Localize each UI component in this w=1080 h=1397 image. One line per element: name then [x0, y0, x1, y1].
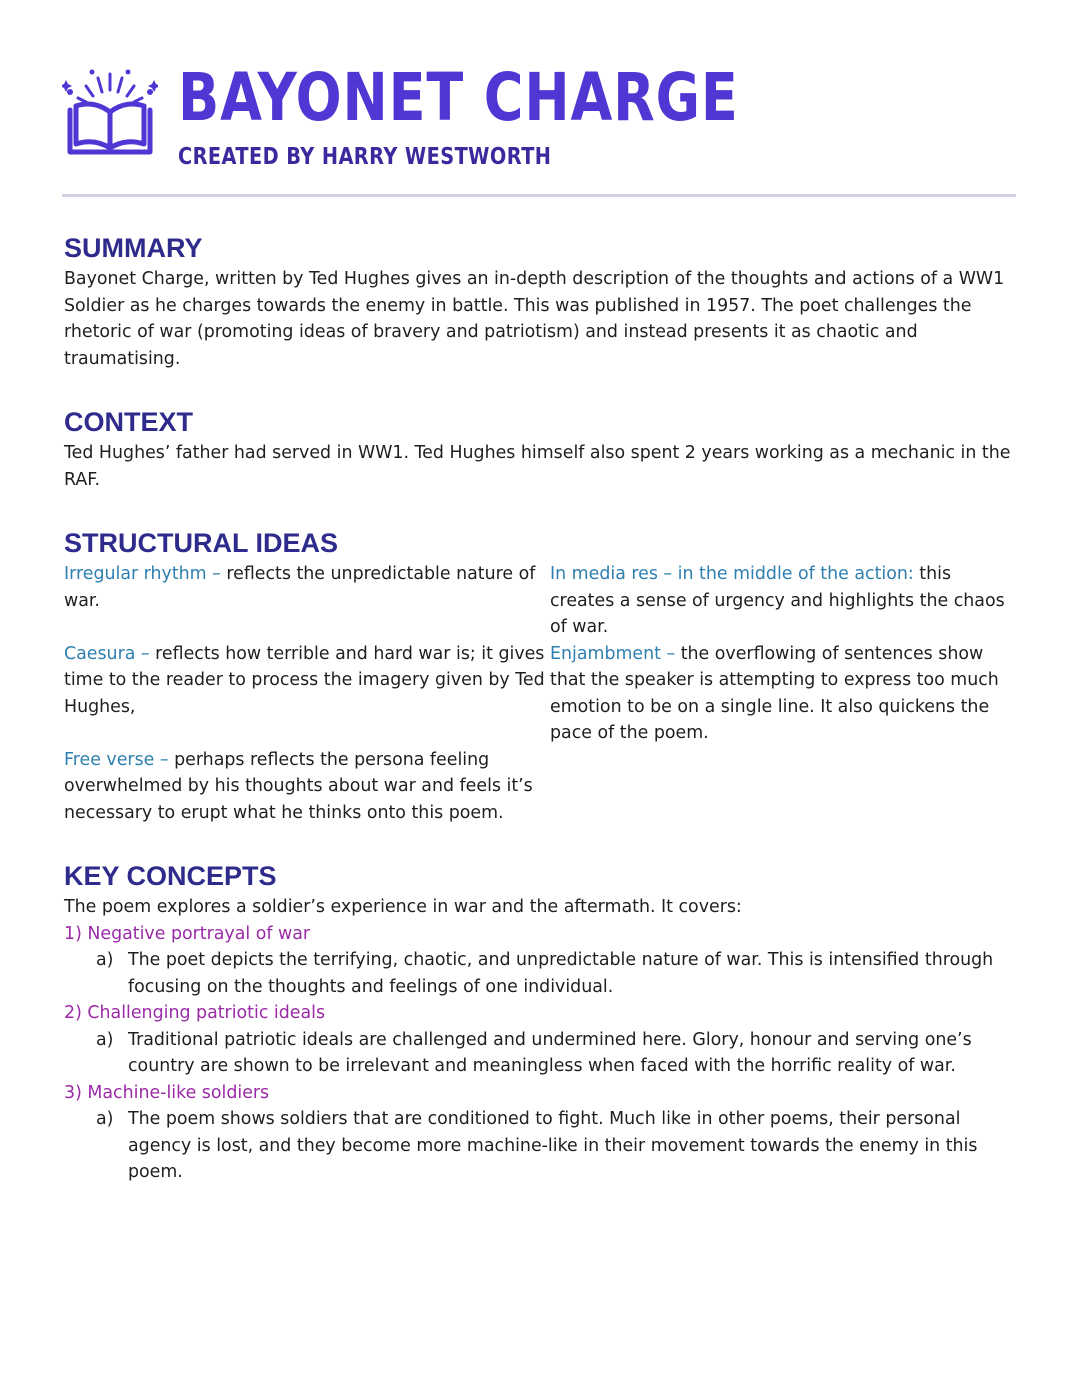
list-marker: a) — [96, 950, 114, 970]
concept-text: The poet depicts the terrifying, chaotic, and unpredictable nature of war. This is intensified through focusing on the thoughts and feelings of one individual. — [128, 950, 994, 997]
structural-desc: perhaps reflects the persona feeling overwhelmed by his thoughts about war and feels it’s necessary to erupt what he thinks onto this poem. — [64, 749, 533, 823]
structural-desc: reflects the unpredictable nature of war. — [64, 564, 536, 611]
concept-subpoint — [96, 1027, 1014, 1080]
concept-subpoint — [96, 1106, 1014, 1186]
document-subtitle: CREATED BY HARRY WESTWORTH — [178, 144, 552, 170]
context-heading: CONTEXT — [64, 407, 194, 437]
concept-title: 2) Challenging patriotic ideals — [64, 1003, 326, 1023]
structural-right-column — [550, 561, 1010, 826]
structural-desc: this creates a sense of urgency and highlights the chaos of war. — [550, 564, 1005, 637]
structural-item — [64, 641, 550, 721]
concepts-intro: The poem explores a soldier’s experience in war and the aftermath. It covers: — [64, 897, 742, 917]
summary-heading: SUMMARY — [64, 233, 203, 263]
structural-term: Caesura – — [64, 643, 150, 664]
structural-left-column — [64, 561, 550, 826]
summary-section — [64, 230, 1014, 372]
concept-text: The poem shows soldiers that are conditioned to fight. Much like in other poems, their personal agency is lost, and they become more machine-like in their movement towards the enemy in this poem. — [128, 1109, 978, 1182]
context-section — [64, 404, 1014, 493]
header-divider — [62, 194, 1016, 197]
structural-item — [64, 561, 550, 614]
structural-section — [64, 525, 1014, 826]
structural-term: Enjambment – — [550, 643, 676, 664]
structural-item — [550, 641, 1010, 747]
concept-title: 1) Negative portrayal of war — [64, 923, 311, 944]
document-header — [62, 58, 1022, 198]
concept-title: 3) Machine-like soldiers — [64, 1082, 270, 1103]
concepts-heading: KEY CONCEPTS — [64, 861, 277, 891]
structural-item — [64, 747, 550, 827]
concept-text: Traditional patriotic ideals are challenged and undermined here. Glory, honour and serving one’s country are shown to be irrelevant and meaningless when faced with the horrific reality of war. — [128, 1029, 972, 1076]
structural-term: Irregular rhythm – — [64, 564, 221, 584]
summary-text: Bayonet Charge, written by Ted Hughes gives an in-depth description of the thoughts and actions of a WW1 Soldier as he charges towards the enemy in battle. This was published in 1957. The poet challenges the rhetoric of war (promoting ideas of bravery and patriotism) and instead presents it as chaotic and traumatising. — [64, 269, 1005, 369]
list-marker: a) — [96, 1029, 114, 1050]
structural-desc: the overflowing of sentences show that the speaker is attempting to express too much emotion to be on a single line. It also quickens the pace of the poem. — [550, 643, 999, 743]
list-marker: a) — [96, 1109, 114, 1129]
concept-subpoint — [96, 947, 1014, 1000]
open-book-icon — [62, 66, 158, 162]
structural-desc: reflects how terrible and hard war is; it gives time to the reader to process the imagery given by Ted Hughes, — [64, 643, 545, 717]
structural-item — [550, 561, 1010, 641]
concepts-section — [64, 858, 1014, 1186]
structural-term: In media res – in the middle of the action: — [550, 564, 914, 584]
context-text: Ted Hughes’ father had served in WW1. Ted Hughes himself also spent 2 years working as a mechanic in the RAF. — [64, 443, 1011, 490]
document-body — [64, 230, 1014, 1218]
structural-heading: STRUCTURAL IDEAS — [64, 528, 339, 558]
document-title: BAYONET CHARGE — [178, 59, 739, 136]
structural-term: Free verse – — [64, 749, 169, 770]
